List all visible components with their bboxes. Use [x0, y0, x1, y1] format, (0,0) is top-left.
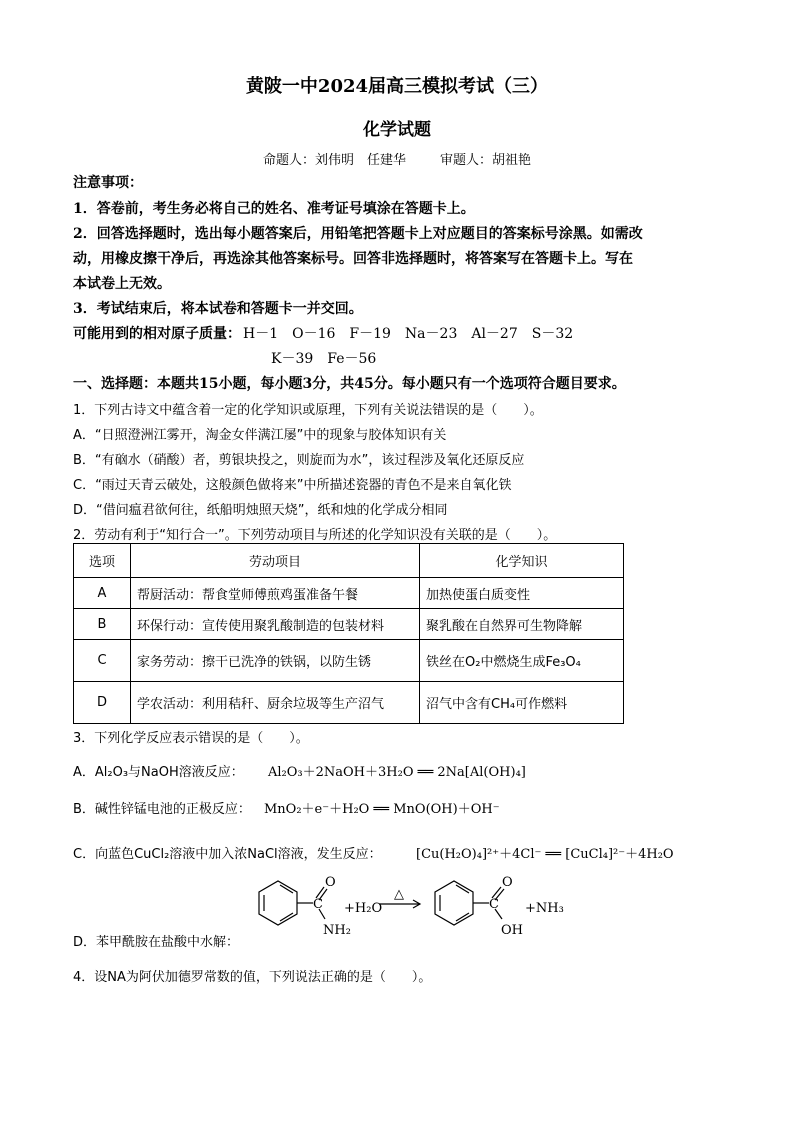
table-cell: 环保行动：宣传使用聚乳酸制造的包装材料	[131, 609, 420, 640]
col-header-knowledge: 化学知识	[420, 544, 624, 578]
q2-stem: 2．劳动有利于“知行合一”。下列劳动项目与所述的化学知识没有关联的是（ ）。	[73, 528, 557, 543]
q1-option-c: C．“雨过天青云破处，这般颜色做将来”中所描述瓷器的青色不是来自氧化铁	[73, 478, 512, 493]
water-reagent: +H₂O	[344, 901, 383, 916]
setters: 命题人：刘伟明 任建华	[262, 153, 406, 168]
note-2-line-3: 本试卷上无效。	[73, 276, 171, 292]
reviewer: 审题人：胡祖艳	[440, 153, 532, 168]
table-cell: 铁丝在O₂中燃烧生成Fe₃O₄	[420, 640, 624, 682]
table-row	[74, 578, 624, 609]
section-1-heading: 一、选择题：本题共15小题，每小题3分，共45分。每小题只有一个选项符合题目要求。	[73, 376, 626, 392]
table-cell: C	[74, 640, 131, 682]
q3-option-a-equation: Al₂O₃＋2NaOH＋3H₂O ══ 2Na[Al(OH)₄]	[268, 765, 526, 780]
col-header-option: 选项	[74, 544, 131, 578]
acid-oxygen: O	[502, 875, 513, 890]
q1-stem: 1．下列古诗文中蕴含着一定的化学知识或原理，下列有关说法错误的是（ ）。	[73, 403, 543, 418]
table-cell: B	[74, 609, 131, 640]
table-cell: D	[74, 682, 131, 724]
q1-option-b: B．“有硇水（硝酸）者，剪银块投之，则旋而为水”，该过程涉及氧化还原反应	[73, 453, 525, 468]
amide-carbon: C	[313, 897, 323, 912]
amide-oxygen: O	[325, 875, 336, 890]
q3-option-a-label: A．Al₂O₃与NaOH溶液反应：	[73, 765, 244, 780]
q1-option-a: A．“日照澄洲江雾开，淘金女伴满江屡”中的现象与胶体知识有关	[73, 428, 447, 443]
atomic-mass-line-1: H－1 O－16 F－19 Na－23 Al－27 S－32	[243, 326, 574, 342]
atomic-mass-label: 可能用到的相对原子质量：	[73, 326, 241, 342]
table-cell: 帮厨活动：帮食堂师傅煎鸡蛋准备午餐	[131, 578, 420, 609]
col-header-labor: 劳动项目	[131, 544, 420, 578]
table-row	[74, 640, 624, 682]
table-cell: 加热使蛋白质变性	[420, 578, 624, 609]
note-2-line-1: 2．回答选择题时，选出每小题答案后，用铅笔把答题卡上对应题目的答案标号涂黑。如需改	[73, 226, 643, 242]
q3-option-b-equation: MnO₂＋e⁻＋H₂O ══ MnO(OH)＋OH⁻	[264, 802, 500, 817]
table-cell: 家务劳动：擦干已洗净的铁锅，以防生锈	[131, 640, 420, 682]
amide-nh2: NH₂	[323, 923, 351, 938]
table-cell: 聚乳酸在自然界可生物降解	[420, 609, 624, 640]
table-cell: A	[74, 578, 131, 609]
benzene-ring-reactant	[259, 881, 297, 925]
benzamide-hydrolysis-scheme	[245, 872, 585, 944]
benzene-ring-product	[435, 881, 473, 925]
note-1: 1．答卷前，考生务必将自己的姓名、准考证号填涂在答题卡上。	[73, 201, 475, 217]
q4-stem: 4．设NA为阿伏加德罗常数的值，下列说法正确的是（ ）。	[73, 970, 432, 985]
notes-heading: 注意事项：	[73, 175, 143, 191]
acid-carbon: C	[489, 897, 499, 912]
note-3: 3．考试结束后，将本试卷和答题卡一并交回。	[73, 301, 363, 317]
exam-subtitle: 化学试题	[363, 120, 431, 140]
note-2-line-2: 动，用橡皮擦干净后，再选涂其他答案标号。回答非选择题时，将答案写在答题卡上。写在	[73, 251, 633, 267]
q3-option-b-label: B．碱性锌锰电池的正极反应：	[73, 802, 251, 817]
exam-title: 黄陂一中2024届高三模拟考试（三）	[245, 76, 549, 97]
q3-stem: 3．下列化学反应表示错误的是（ ）。	[73, 731, 309, 746]
acid-oh: OH	[501, 923, 523, 938]
table-cell: 沼气中含有CH₄可作燃料	[420, 682, 624, 724]
q1-option-d: D．“借问瘟君欲何往，纸船明烛照天烧”，纸和烛的化学成分相同	[73, 503, 448, 518]
heat-symbol: △	[394, 887, 404, 902]
table-row	[74, 609, 624, 640]
authors-line	[0, 149, 794, 168]
table-row	[74, 682, 624, 724]
q3-option-c-label: C．向蓝色CuCl₂溶液中加入浓NaCl溶液，发生反应：	[73, 847, 382, 862]
q2-table	[73, 543, 624, 724]
atomic-mass-line-2: K－39 Fe－56	[271, 351, 377, 367]
table-cell: 学农活动：利用秸秆、厨余垃圾等生产沼气	[131, 682, 420, 724]
ammonia-product: +NH₃	[525, 901, 564, 916]
q3-option-d-label: D．苯甲酰胺在盐酸中水解：	[73, 935, 240, 950]
q3-option-c-equation: [Cu(H₂O)₄]²⁺＋4Cl⁻ ══ [CuCl₄]²⁻＋4H₂O	[416, 847, 674, 862]
